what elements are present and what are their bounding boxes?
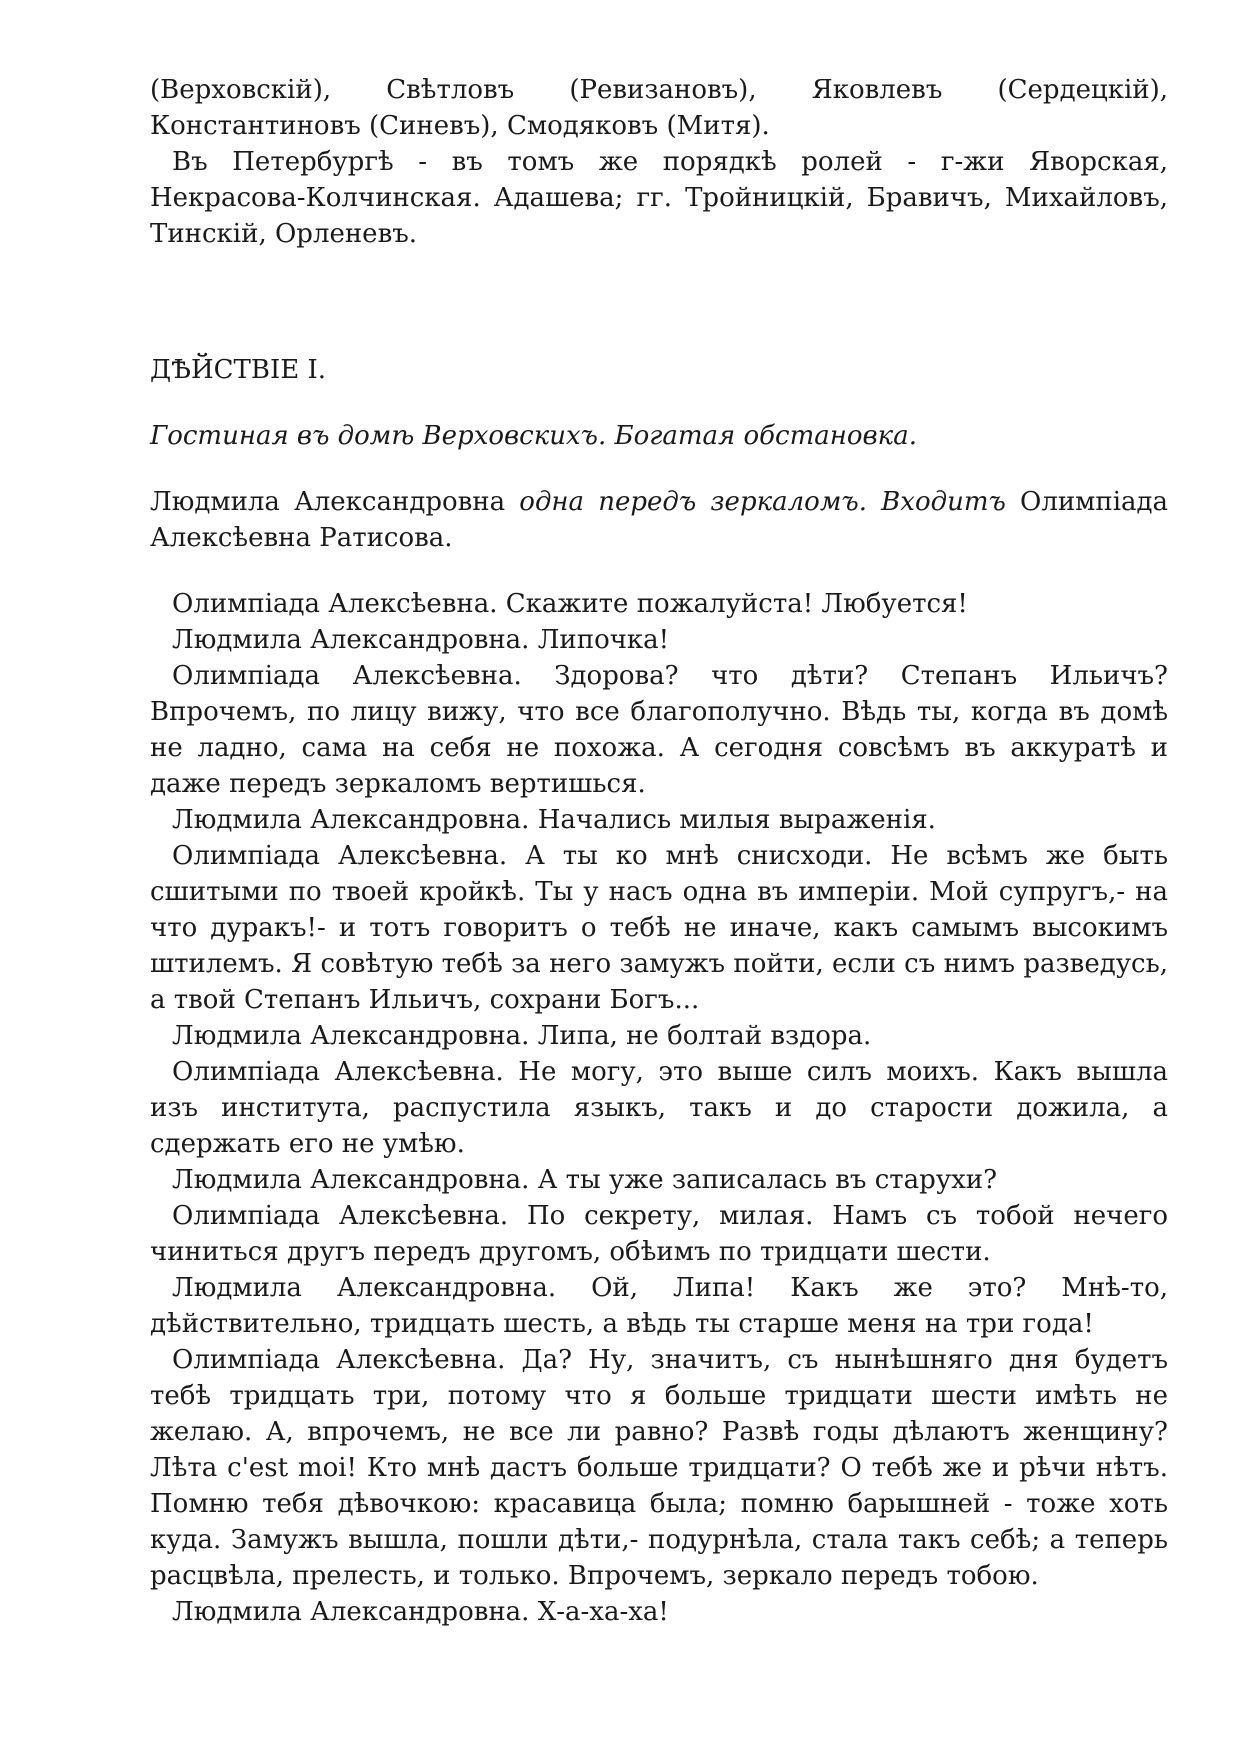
speech-text: Здорова? что дѣти? Степанъ Ильичъ? Впрочемъ, по лицу вижу, что все благополучно. Вѣдь ты, когда въ домѣ не ладно, сама на себя не похожа. А сегодня совсѣмъ въ аккуратѣ и даже передъ зеркаломъ вертишься. bbox=[150, 661, 1168, 799]
speech-text: Липа, не болтай вздора. bbox=[537, 1021, 872, 1051]
speaker-name: Олимпіада Алексѣевна. bbox=[172, 1201, 509, 1231]
speaker-name: Людмила Александровна. bbox=[172, 805, 530, 835]
dialogue-line bbox=[150, 1342, 1168, 1594]
speech-text: Липочка! bbox=[537, 625, 670, 655]
act-heading: ДѢЙСТВІЕ I. bbox=[150, 355, 327, 385]
speech-text: По секрету, милая. Намъ съ тобой нечего чиниться другъ передъ другомъ, обѣимъ по тридцати шести. bbox=[150, 1201, 1168, 1267]
dialogue-line bbox=[150, 1198, 1168, 1270]
dialogue-line bbox=[150, 838, 1168, 1018]
dialogue-line bbox=[150, 586, 1168, 622]
document-page bbox=[150, 72, 1168, 1630]
dialogue-line bbox=[150, 622, 1168, 658]
dialogue-line bbox=[150, 658, 1168, 802]
speaker-name: Олимпіада Алексѣевна. bbox=[172, 841, 508, 871]
speaker-name: Олимпіада Алексѣевна. bbox=[172, 661, 522, 691]
character-name: Людмила Александровна bbox=[150, 487, 506, 517]
speaker-name: Людмила Александровна. bbox=[172, 1165, 530, 1195]
speaker-name: Людмила Александровна. bbox=[172, 1597, 530, 1627]
speaker-name: Олимпіада Алексѣевна. bbox=[172, 1345, 506, 1375]
speaker-name: Олимпіада Алексѣевна. bbox=[172, 589, 498, 619]
stage-direction bbox=[150, 484, 1168, 556]
speech-text: Да? Ну, значитъ, съ нынѣшняго дня будетъ тебѣ тридцать три, потому что я больше тридцати шести имѣть не желаю. А, впрочемъ, не все ли равно? Развѣ годы дѣлаютъ женщину? Лѣта c'est moi! Кто мнѣ дастъ больше тридцати? О тебѣ же и рѣчи нѣтъ. Помню тебя дѣвочкою: красавица была; помню барышней - тоже хоть куда. Замужъ вышла, пошли дѣти,- подурнѣла, стала такъ себѣ; а теперь расцвѣла, прелесть, и только. Впрочемъ, зеркало передъ тобою. bbox=[150, 1345, 1169, 1591]
dialogue-line bbox=[150, 1018, 1168, 1054]
speech-text: Не могу, это выше силъ моихъ. Какъ вышла изъ института, распустила языкъ, такъ и до старости дожила, а сдержать его не умѣю. bbox=[150, 1057, 1169, 1159]
scene-description: Гостиная въ домѣ Верховскихъ. Богатая обстановка. bbox=[150, 421, 917, 451]
cast-petersburg: Въ Петербургѣ - въ томъ же порядкѣ ролей - г-жи Яворская, Некрасова-Колчинская. Адашева; гг. Тройницкій, Бравичъ, Михайловъ, Тинскій, Орленевъ. bbox=[150, 147, 1168, 249]
speech-text: Ой, Липа! Какъ же это? Мнѣ-то, дѣйствительно, тридцать шесть, а вѣдь ты старше меня на три года! bbox=[150, 1273, 1169, 1339]
direction-text: Входитъ bbox=[881, 487, 1006, 517]
dialogue-line bbox=[150, 1270, 1168, 1342]
direction-text: одна передъ зеркаломъ. bbox=[519, 487, 867, 517]
speaker-name: Людмила Александровна. bbox=[172, 1021, 530, 1051]
dialogue-line bbox=[150, 802, 1168, 838]
speech-text: Х-а-ха-ха! bbox=[537, 1597, 669, 1627]
speaker-name: Людмила Александровна. bbox=[172, 625, 530, 655]
cast-continuation: (Верховскій), Свѣтловъ (Ревизановъ), Яковлевъ (Сердецкій), Константиновъ (Синевъ), Смодяковъ (Митя). bbox=[150, 75, 1168, 141]
dialogue-line bbox=[150, 1162, 1168, 1198]
speech-text: Скажите пожалуйста! Любуется! bbox=[505, 589, 968, 619]
character-name: Олимпіада Алексѣевна Ратисова. bbox=[150, 487, 1169, 553]
dialogue-line bbox=[150, 1594, 1168, 1630]
speaker-name: Олимпіада Алексѣевна. bbox=[172, 1057, 504, 1087]
speaker-name: Людмила Александровна. bbox=[172, 1273, 557, 1303]
dialogue bbox=[150, 586, 1168, 1630]
dialogue-line bbox=[150, 1054, 1168, 1162]
speech-text: А ты ко мнѣ снисходи. Не всѣмъ же быть сшитыми по твоей кройкѣ. Ты у насъ одна въ имперіи. Мой супругъ,- на что дуракъ!- и тотъ говоритъ о тебѣ не иначе, какъ самымъ высокимъ штилемъ. Я совѣтую тебѣ за него замужъ пойти, если съ нимъ разведусь, а твой Степанъ Ильичъ, сохрани Богъ... bbox=[150, 841, 1168, 1015]
speech-text: А ты уже записалась въ старухи? bbox=[537, 1165, 998, 1195]
speech-text: Начались милыя выраженія. bbox=[537, 805, 936, 835]
